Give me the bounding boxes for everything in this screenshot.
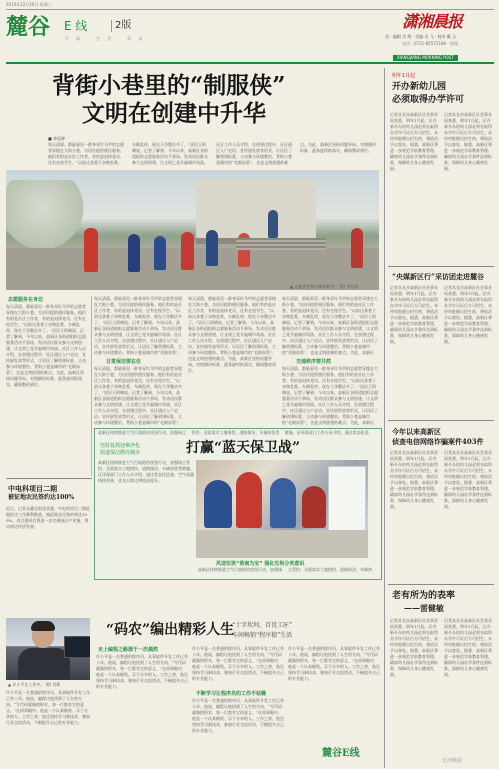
- right-body-3: 记者从长沙高新区社会事业局获悉，明年1月起，区内新开办的幼儿园必须先取得办学许可证后方可招生。未经审批擅自招生的，将依法予以查处。据悉，高新区将进一步规范学前教育管理，确保幼儿园办学条件达到标准，保障幼儿身心健康发展。: [390, 285, 438, 344]
- main-body-col2b: 每天清晨，都能看见一群身穿红马甲的志愿者穿梭在大街小巷，为居民提供便民服务。他们有的是社区工作者，有的是退休党员，还有在校学生。“以前这条巷子杂物乱堆，车辆乱停，现在干净整洁多了。”居民王阿姨说。记者了解到，今年以来，高新区各街道组织志愿服务活动千余场，发动居民群众参与文明创建，让文明之花开遍城市角落。社区工作人员介绍，在创建过程中，社区通过入户走访、宣传册发放等形式，让居民了解创建标准，主动参与环境整治。背街小巷是城市的“毛细血管”，: [94, 366, 183, 425]
- section-subtitle: E 线: [64, 19, 88, 33]
- portrait-monitor: [64, 636, 90, 658]
- main-headline-line1: 背街小巷里的“制服侠”: [52, 72, 286, 99]
- left-heading-1: 中电科项目二期: [8, 484, 57, 493]
- right-body-5: 记者从长沙高新区社会事业局获悉，明年1月起，区内新开办的幼儿园必须先取得办学许可证后方可招生。未经审批擅自招生的，将依法予以查处。据悉，高新区将进一步规范学前教育管理，确保幼儿园办学条件达到标准，保障幼儿身心健康发展。: [390, 450, 438, 509]
- photo-trees-left: [6, 180, 96, 250]
- portrait-caption: ▲ 许小平在工作中。 图/ 肖维: [8, 682, 61, 687]
- right-body-8: 记者从长沙高新区社会事业局获悉，明年1月起，区内新开办的幼儿园必须先取得办学许可证后方可招生。未经审批擅自招生的，将依法予以查处。据悉，高新区将进一步规范学前教育管理，确保幼儿园办学条件达到标准，保障幼儿身心健康发展。: [444, 618, 492, 677]
- bottom-body-col3: 许小平是一名普通的程序员，从事软件开发工作已有八年。他说，编程让他找到了人生的方向。“写代码就像搭积木，每一行都有它的意义。”在同事眼中，他是一个认真细致、乐于分享的人。工作之余，他还坚持学习新技术，参加行业交流活动，不断提升自己的专业能力。: [192, 646, 284, 681]
- date-line: 2019年12月26日 星期三: [6, 2, 52, 7]
- photo-person-1: [84, 228, 98, 272]
- right-divider: [384, 68, 385, 768]
- newspaper-logo: 潇湘晨报: [402, 12, 463, 31]
- left-body: 近日，记者从麓谷街道获悉，中电科项目二期征地拆迁工作顺利推进，被征地农民签约率达100%。项目建成后将进一步完善园区产业链，带动周边经济发展。: [6, 506, 90, 529]
- photo-person-3: [154, 236, 166, 270]
- main-subhead-2: 日常保洁要在位: [106, 359, 142, 365]
- editor-line: 责 · 编辑 肖 维 · 美编 吴 飞 · 校对 戴 玉: [385, 34, 457, 39]
- main-subhead-1: 志愿服务在身边: [8, 297, 44, 303]
- bottom-side-head-2: 车间畅销“程序猿”生活: [232, 632, 293, 639]
- photo-person-2: [128, 234, 140, 272]
- masthead-rule: [6, 62, 494, 64]
- main-headline-line2: 文明在创建中升华: [82, 100, 266, 127]
- right-body-2: 记者从长沙高新区社会事业局获悉，明年1月起，区内新开办的幼儿园必须先取得办学许可证后方可招生。未经审批擅自招生的，将依法予以查处。据悉，高新区将进一步规范学前教育管理，确保幼儿园办学条件达到标准，保障幼儿身心健康发展。: [444, 112, 492, 171]
- portrait-hair: [31, 621, 55, 631]
- bottom-headline: “码农”编出精彩人生: [106, 622, 235, 638]
- col-divider: [91, 296, 92, 476]
- main-lead-text: 每天清晨，都能看见一群身穿红马甲的志愿者穿梭在大街小巷，为居民提供便民服务。他们有的是社区工作者，有的是退休党员，还有在校学生。“以前这条巷子杂物乱堆，车辆乱停，现在干净整洁多了。”居民王阿姨说。记者了解到，今年以来，高新区各街道组织志愿服务活动千余场，发动居民群众参与文明创建，让文明之花开遍城市角落。社区工作人员介绍，在创建过程中，社区通过入户走访、宣传册发放等形式，让居民了解创建标准，主动参与环境整治。背街小巷是城市的“毛细血管”，也是文明创建的难点。为此，高新区坚持问题导向，对照测评标准，逐条逐项抓落实，确保整改到位。: [48, 142, 376, 165]
- right-body-7: 记者从长沙高新区社会事业局获悉，明年1月起，区内新开办的幼儿园必须先取得办学许可证后方可招生。未经审批擅自招生的，将依法予以查处。据悉，高新区将进一步规范学前教育管理，确保幼儿园办学条件达到标准，保障幼儿身心健康发展。: [390, 618, 438, 677]
- main-subhead-3: 交通秩序要井然: [296, 359, 332, 365]
- feature-side-title-1: 坚持复抓迎难净化: [100, 443, 141, 449]
- logo-english: XIANGJIANG MORNING POST: [393, 55, 458, 61]
- section-title: 麓谷: [6, 14, 51, 40]
- bottom-side-head-1: “十字坎坷，百优工匠”: [232, 622, 293, 629]
- right-heading-3: “央媒新区行”采访团走进麓谷: [392, 272, 485, 281]
- photo-steps: [236, 238, 326, 250]
- feature-photo-caption: 风送垃圾“垂南为宝” 强化垃圾分类意识: [216, 561, 305, 567]
- feature-photo-child-3: [270, 478, 296, 528]
- feature-body-bottom: 高新区持续推进大气污染防治攻坚行动，加强扬尘管控，全面落实工地围挡、道路保洁、车辆冲: [198, 567, 372, 572]
- bottom-subhead-2: 不断学习让程序员的工作不枯燥: [196, 691, 267, 697]
- right-heading-4: 今年以来高新区: [392, 427, 441, 436]
- right-rule-3: [388, 584, 494, 585]
- tagline: 行 政 · 生 活 · 资 讯: [65, 36, 146, 41]
- feature-photo: [196, 460, 368, 558]
- photo-person-4: [181, 232, 194, 270]
- feature-photo-child-4: [302, 486, 326, 528]
- left-heading-2: 被征地农民签约达100%: [8, 494, 75, 501]
- main-body-col2: 每天清晨，都能看见一群身穿红马甲的志愿者穿梭在大街小巷，为居民提供便民服务。他们有的是社区工作者，有的是退休党员，还有在校学生。“以前这条巷子杂物乱堆，车辆乱停，现在干净整洁多了。”居民王阿姨说。记者了解到，今年以来，高新区各街道组织志愿服务活动千余场，发动居民群众参与文明创建，让文明之花开遍城市角落。社区工作人员介绍，在创建过程中，社区通过入户走访、宣传册发放等形式，让居民了解创建标准，主动参与环境整治。背街小巷是城市的“毛细血管”，: [94, 296, 183, 355]
- right-body-6: 记者从长沙高新区社会事业局获悉，明年1月起，区内新开办的幼儿园必须先取得办学许可证后方可招生。未经审批擅自招生的，将依法予以查处。据悉，高新区将进一步规范学前教育管理，确保幼儿园办学条件达到标准，保障幼儿身心健康发展。: [444, 450, 492, 509]
- photo-person-8: [351, 228, 363, 268]
- contact-line: 电话：0731-85571188 · 热线: [402, 41, 458, 46]
- portrait-body: [18, 648, 70, 680]
- main-body-col4: 每天清晨，都能看见一群身穿红马甲的志愿者穿梭在大街小巷，为居民提供便民服务。他们有的是社区工作者，有的是退休党员，还有在校学生。“以前这条巷子杂物乱堆，车辆乱停，现在干净整洁多了。”居民王阿姨说。记者了解到，今年以来，高新区各街道组织志愿服务活动千余场，发动居民群众参与文明创建，让文明之花开遍城市角落。社区工作人员介绍，在创建过程中，社区通过入户走访、宣传册发放等形式，让居民了解创建标准，主动参与环境整治。背街小巷是城市的“毛细血管”，也是文明创建的难点。为此，高新区: [282, 296, 378, 355]
- feature-body-left: 高新区持续推进大气污染防治攻坚行动，加强扬尘管控，全面落实工地围挡、道路保洁、车辆冲洗等措施。区环保部门工作人员介绍，通过常态化巡查，空气质量持续改善，优良天数比例稳步提升。: [98, 460, 194, 483]
- bottom-body-col1: 许小平是一名普通的程序员，从事软件开发工作已有八年。他说，编程让他找到了人生的方向。“写代码就像搭积木，每一行都有它的意义。”在同事眼中，他是一个认真细致、乐于分享的人。工作之余，他还坚持学习新技术，参加行业交流活动，不断提升自己的专业能力。: [6, 690, 90, 725]
- feature-photo-child-2: [236, 472, 262, 528]
- main-body-col3: 每天清晨，都能看见一群身穿红马甲的志愿者穿梭在大街小巷，为居民提供便民服务。他们有的是社区工作者，有的是退休党员，还有在校学生。“以前这条巷子杂物乱堆，车辆乱停，现在干净整洁多了。”居民王阿姨说。记者了解到，今年以来，高新区各街道组织志愿服务活动千余场，发动居民群众参与文明创建，让文明之花开遍城市角落。社区工作人员介绍，在创建过程中，社区通过入户走访、宣传册发放等形式，让居民了解创建标准，主动参与环境整治。背街小巷是城市的“毛细血管”，也是文明创建的难点。为此，高新区坚持问题导向，对照测评标准，逐条逐项抓落实，确保整改到位。: [188, 296, 277, 373]
- photo-person-7: [268, 210, 278, 238]
- right-heading-1: 开办新幼儿园: [392, 82, 447, 92]
- bottom-section-logo: 麓谷E线: [322, 748, 360, 759]
- right-body-1: 记者从长沙高新区社会事业局获悉，明年1月起，区内新开办的幼儿园必须先取得办学许可证后方可招生。未经审批擅自招生的，将依法予以查处。据悉，高新区将进一步规范学前教育管理，确保幼儿园办学条件达到标准，保障幼儿身心健康发展。: [390, 112, 438, 171]
- bottom-body-col4: 许小平是一名普通的程序员，从事软件开发工作已有八年。他说，编程让他找到了人生的方向。“写代码就像搭积木，每一行都有它的意义。”在同事眼中，他是一个认真细致、乐于分享的人。工作之余，他还坚持学习新技术，参加行业交流活动，不断提升自己的专业能力。: [288, 646, 380, 681]
- main-body-col1: 每天清晨，都能看见一群身穿红马甲的志愿者穿梭在大街小巷，为居民提供便民服务。他们有的是社区工作者，有的是退休党员，还有在校学生。“以前这条巷子杂物乱堆，车辆乱停，现在干净整洁多了。”居民王阿姨说。记者了解到，今年以来，高新区各街道组织志愿服务活动千余场，发动居民群众参与文明创建，让文明之花开遍城市角落。社区工作人员介绍，在创建过程中，社区通过入户走访、宣传册发放等形式，让居民了解创建标准，主动参与环境整治。背街小巷是城市的“毛细血管”，也是文明创建的难点。为此，高新区坚持问题导向，对照测评标准，逐条逐项抓落实，确保整改到位。: [6, 304, 86, 387]
- edition-label: 2版: [111, 20, 131, 32]
- right-heading-5: 侦查电信网络诈骗案件403件: [392, 437, 484, 446]
- top-rule: [6, 9, 494, 10]
- watermark: 长沙晚报: [442, 758, 463, 764]
- right-heading-7: ——雷健敏: [404, 603, 444, 613]
- right-heading-2: 必须取得办学许可: [392, 95, 465, 105]
- feature-top-text: 高新区持续推进大气污染防治攻坚行动，加强扬尘管控，全面落实工地围挡、道路保洁、车辆冲洗等措施。区环保部门工作人员介绍，通过常态化巡: [98, 430, 369, 435]
- main-body-col4b: 每天清晨，都能看见一群身穿红马甲的志愿者穿梭在大街小巷，为居民提供便民服务。他们有的是社区工作者，有的是退休党员，还有在校学生。“以前这条巷子杂物乱堆，车辆乱停，现在干净整洁多了。”居民王阿姨说。记者了解到，今年以来，高新区各街道组织志愿服务活动千余场，发动居民群众参与文明创建，让文明之花开遍城市角落。社区工作人员介绍，在创建过程中，社区通过入户走访、宣传册发放等形式，让居民了解创建标准，主动参与环境整治。背街小巷是城市的“毛细血管”，也是文明创建的难点。为此，高新区: [282, 366, 378, 425]
- portrait-photo: [6, 618, 90, 680]
- photo-person-5: [206, 230, 218, 266]
- left-rule-1: [6, 478, 92, 479]
- feature-photo-child-1: [204, 480, 232, 528]
- right-body-4: 记者从长沙高新区社会事业局获悉，明年1月起，区内新开办的幼儿园必须先取得办学许可证后方可招生。未经审批擅自招生的，将依法予以查处。据悉，高新区将进一步规范学前教育管理，确保幼儿园办学条件达到标准，保障幼儿身心健康发展。: [444, 285, 492, 344]
- bottom-subhead-1: 走上编程之路源于一次偶然: [98, 647, 159, 653]
- main-photo-caption: ▲ 志愿者在路口维护秩序。 图/ 李弘婷: [290, 284, 359, 289]
- right-rule-1: [388, 266, 494, 267]
- feature-title: 打赢“蓝天保卫战”: [186, 440, 301, 456]
- right-rule-2: [388, 420, 494, 421]
- right-box-title: 明年1月起: [392, 73, 416, 79]
- bottom-body-col3b: 许小平是一名普通的程序员，从事软件开发工作已有八年。他说，编程让他找到了人生的方向。“写代码就像搭积木，每一行都有它的意义。”在同事眼中，他是一个认真细致、乐于分享的人。工作之余，他还坚持学习新技术，参加行业交流活动，不断提升自己的专业能力。: [192, 698, 284, 733]
- bottom-body-col2: 许小平是一名普通的程序员，从事软件开发工作已有八年。他说，编程让他找到了人生的方向。“写代码就像搭积木，每一行都有它的意义。”在同事眼中，他是一个认真细致、乐于分享的人。工作之余，他还坚持学习新技术，参加行业交流活动，不断提升自己的专业能力。: [96, 654, 188, 689]
- feature-side-title-2: 街道保洁擦亮城市: [100, 450, 141, 456]
- main-byline: ■ 李弘婷: [48, 136, 66, 141]
- feature-photo-floor: [196, 530, 368, 558]
- right-heading-6: 老有所为的表率: [392, 591, 456, 601]
- main-photo: [6, 170, 379, 290]
